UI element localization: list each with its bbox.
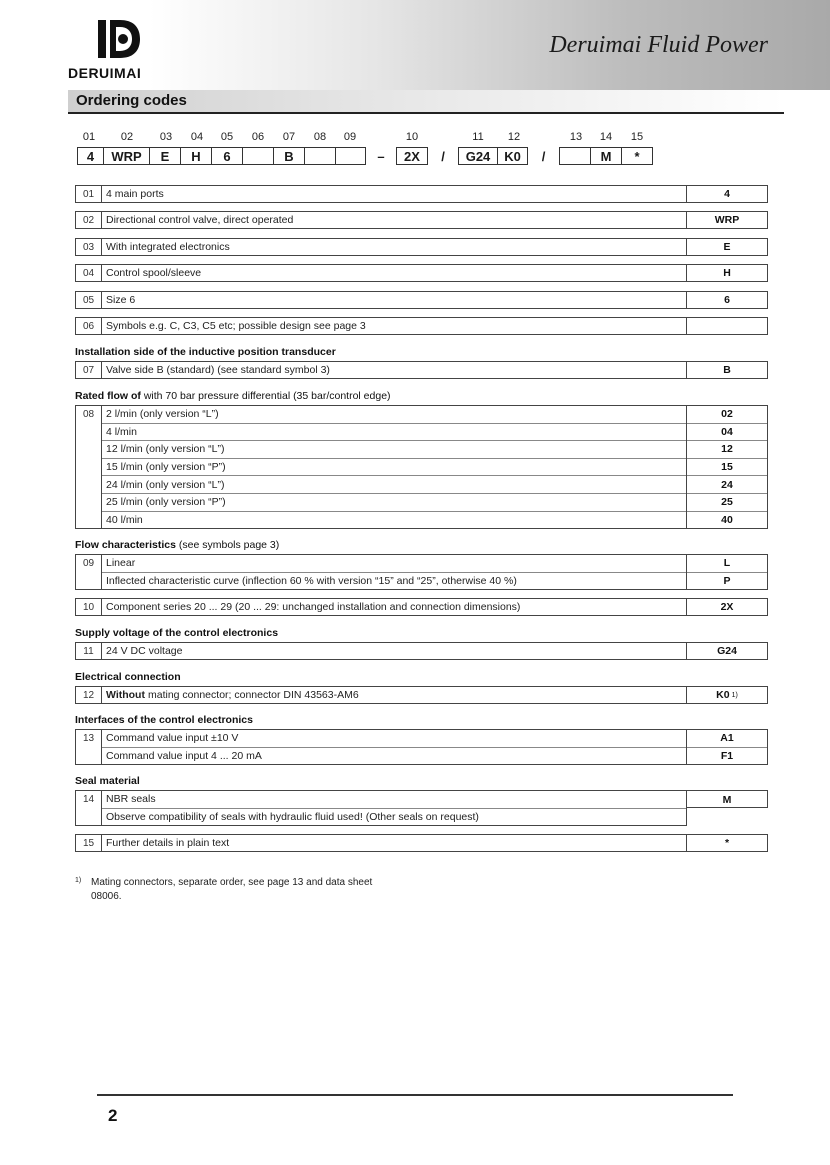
code-row-07 (75, 361, 768, 381)
row-number: 03 (75, 238, 101, 256)
row-number: 09 (75, 554, 101, 590)
heading-flow-characteristics (75, 539, 279, 551)
code-group-13 (75, 729, 768, 765)
group-descriptions (101, 554, 687, 590)
company-name: Deruimai Fluid Power (549, 32, 768, 58)
group-line-description: Inflected characteristic curve (inflection 60 % with version “15” and “25”, otherwise 40 %) (106, 575, 517, 588)
row-code: * (687, 834, 768, 852)
group-line-description: 2 l/min (only version “L”) (102, 406, 686, 424)
row-code: G24 (687, 642, 768, 660)
group-line-code: 25 (687, 494, 767, 512)
code-box: 4 (77, 147, 104, 165)
row-number: 06 (75, 317, 101, 335)
code-position: 12 (507, 131, 521, 143)
code-row-10 (75, 598, 768, 618)
row-number: 04 (75, 264, 101, 282)
page-number: 2 (108, 1106, 118, 1125)
group-line-code: 04 (687, 424, 767, 442)
row-description: Component series 20 ... 29 (20 ... 29: unchanged installation and connection dimensions) (101, 598, 687, 616)
code-row-04 (75, 264, 768, 284)
code-row-06 (75, 317, 768, 337)
group-line-description: 15 l/min (only version “P”) (102, 459, 686, 477)
heading-bold: Seal material (75, 775, 140, 787)
group-line-code: 15 (687, 459, 767, 477)
code-row-11 (75, 642, 768, 662)
code-separator: / (541, 148, 546, 164)
description-bold: Without (106, 689, 145, 701)
row-number: 01 (75, 185, 101, 203)
heading-bold: Installation side of the inductive position transducer (75, 346, 336, 358)
group-line-code: 40 (721, 514, 733, 527)
row-code: H (687, 264, 768, 282)
group-line-code: 24 (687, 476, 767, 494)
group-line-description: 12 l/min (only version “L”) (102, 441, 686, 459)
heading-bold: Flow characteristics (75, 539, 176, 551)
heading-bold: Supply voltage of the control electronics (75, 627, 279, 639)
row-description: Further details in plain text (101, 834, 687, 852)
code-row-05 (75, 291, 768, 311)
heading-seal-material (75, 775, 140, 787)
group-codes (687, 554, 768, 590)
group-descriptions (101, 405, 687, 529)
ordering-code-row (0, 147, 830, 167)
row-description: Directional control valve, direct operated (101, 211, 687, 229)
heading-normal: (see symbols page 3) (178, 539, 280, 551)
logo-text: DERUIMAI (68, 65, 142, 81)
footnote (75, 876, 391, 904)
row-description: Valve side B (standard) (see standard symbol 3) (101, 361, 687, 379)
code-box: 2X (396, 147, 428, 165)
heading-interfaces (75, 714, 253, 726)
row-number: 14 (75, 790, 101, 826)
code-position: 11 (472, 131, 484, 143)
group-line-description: 4 l/min (102, 424, 686, 442)
group-line-code: A1 (687, 730, 767, 748)
code-group-08 (75, 405, 768, 529)
code-box: E (150, 147, 181, 165)
group-line-code: 02 (687, 406, 767, 424)
row-code: 2X (687, 598, 768, 616)
group-line-code: 12 (687, 441, 767, 459)
row-description: With integrated electronics (101, 238, 687, 256)
group-codes (687, 790, 768, 808)
row-description: Symbols e.g. C, C3, C5 etc; possible design see page 3 (101, 317, 687, 335)
code-row-01 (75, 185, 768, 205)
row-code: 4 (687, 185, 768, 203)
code-position-numbers (0, 131, 830, 145)
company-logo (68, 18, 168, 80)
row-description (101, 686, 687, 704)
row-number: 08 (75, 405, 101, 529)
code-position: 06 (251, 131, 265, 143)
code-position: 07 (282, 131, 296, 143)
code-position: 13 (569, 131, 583, 143)
row-code: WRP (687, 211, 768, 229)
code-box (243, 147, 274, 165)
code-group-14 (75, 790, 768, 826)
code-box (336, 147, 366, 165)
code-position: 03 (159, 131, 173, 143)
code-row-12 (75, 686, 768, 706)
section-title: Ordering codes (76, 92, 187, 109)
code-box (305, 147, 336, 165)
row-description: Control spool/sleeve (101, 264, 687, 282)
code-box: H (181, 147, 212, 165)
code-position: 15 (630, 131, 644, 143)
heading-bold: Rated flow of (75, 390, 141, 402)
heading-bold: Electrical connection (75, 671, 181, 683)
group-line-description: Command value input ±10 V (102, 730, 686, 748)
row-number: 13 (75, 729, 101, 765)
code-position: 01 (82, 131, 96, 143)
row-number: 07 (75, 361, 101, 379)
code-separator: – (377, 148, 385, 164)
code-box: 6 (212, 147, 243, 165)
code-position: 08 (313, 131, 327, 143)
group-descriptions (101, 790, 687, 826)
code-position: 05 (220, 131, 234, 143)
group-codes (687, 729, 768, 765)
description-text: mating connector; connector DIN 43563-AM6 (147, 689, 359, 701)
row-code: E (687, 238, 768, 256)
section-header (68, 90, 784, 114)
code-group-09 (75, 554, 768, 590)
code-row-02 (75, 211, 768, 231)
code-position: 02 (120, 131, 134, 143)
group-line-description: 40 l/min (106, 514, 143, 527)
row-code (687, 686, 768, 704)
footer-divider (97, 1094, 733, 1096)
heading-bold: Interfaces of the control electronics (75, 714, 253, 726)
row-description: 24 V DC voltage (101, 642, 687, 660)
code-box: B (274, 147, 305, 165)
code-separator: / (441, 148, 445, 164)
logo-mark-icon (96, 18, 142, 62)
group-line-code: F1 (720, 750, 734, 763)
row-number: 12 (75, 686, 101, 704)
row-code: 6 (687, 291, 768, 309)
row-number: 11 (75, 642, 101, 660)
group-line-description: 24 l/min (only version “L”) (102, 476, 686, 494)
code-box: M (591, 147, 622, 165)
row-number: 10 (75, 598, 101, 616)
code-position: 09 (343, 131, 357, 143)
row-code (687, 317, 768, 335)
code-box: G24 (458, 147, 498, 165)
code-box: WRP (104, 147, 150, 165)
row-number: 15 (75, 834, 101, 852)
row-description: Size 6 (101, 291, 687, 309)
group-codes (687, 405, 768, 529)
footnote-reference: 1) (731, 691, 738, 699)
code-position: 10 (405, 131, 419, 143)
heading-supply-voltage (75, 627, 278, 639)
code-position: 14 (599, 131, 613, 143)
code-row-15 (75, 834, 768, 854)
code-position: 04 (190, 131, 204, 143)
group-line-description: NBR seals (102, 791, 686, 809)
heading-rated-flow (75, 390, 391, 402)
row-number: 05 (75, 291, 101, 309)
group-line-description: 25 l/min (only version “P”) (102, 494, 686, 512)
row-number: 02 (75, 211, 101, 229)
code-box: K0 (498, 147, 528, 165)
code-box (559, 147, 591, 165)
heading-installation (75, 346, 336, 358)
group-line-code: L (687, 555, 767, 573)
group-line-code: P (723, 575, 731, 588)
row-code-value: K0 (716, 689, 730, 701)
group-descriptions (101, 729, 687, 765)
group-line-code: M (722, 793, 732, 806)
group-line-description: Command value input 4 ... 20 mA (106, 750, 262, 763)
footnote-mark: 1) (75, 877, 82, 884)
code-row-03 (75, 238, 768, 258)
row-description: 4 main ports (101, 185, 687, 203)
row-code: B (687, 361, 768, 379)
heading-normal: with 70 bar pressure differential (35 bar/control edge) (143, 390, 391, 402)
footnote-text: Mating connectors, separate order, see page 13 and data sheet 08006. (91, 877, 373, 902)
group-line-description: Observe compatibility of seals with hydraulic fluid used! (Other seals on request) (106, 811, 479, 824)
group-line-description: Linear (102, 555, 686, 573)
code-box: * (622, 147, 653, 165)
heading-electrical-connection (75, 671, 181, 683)
